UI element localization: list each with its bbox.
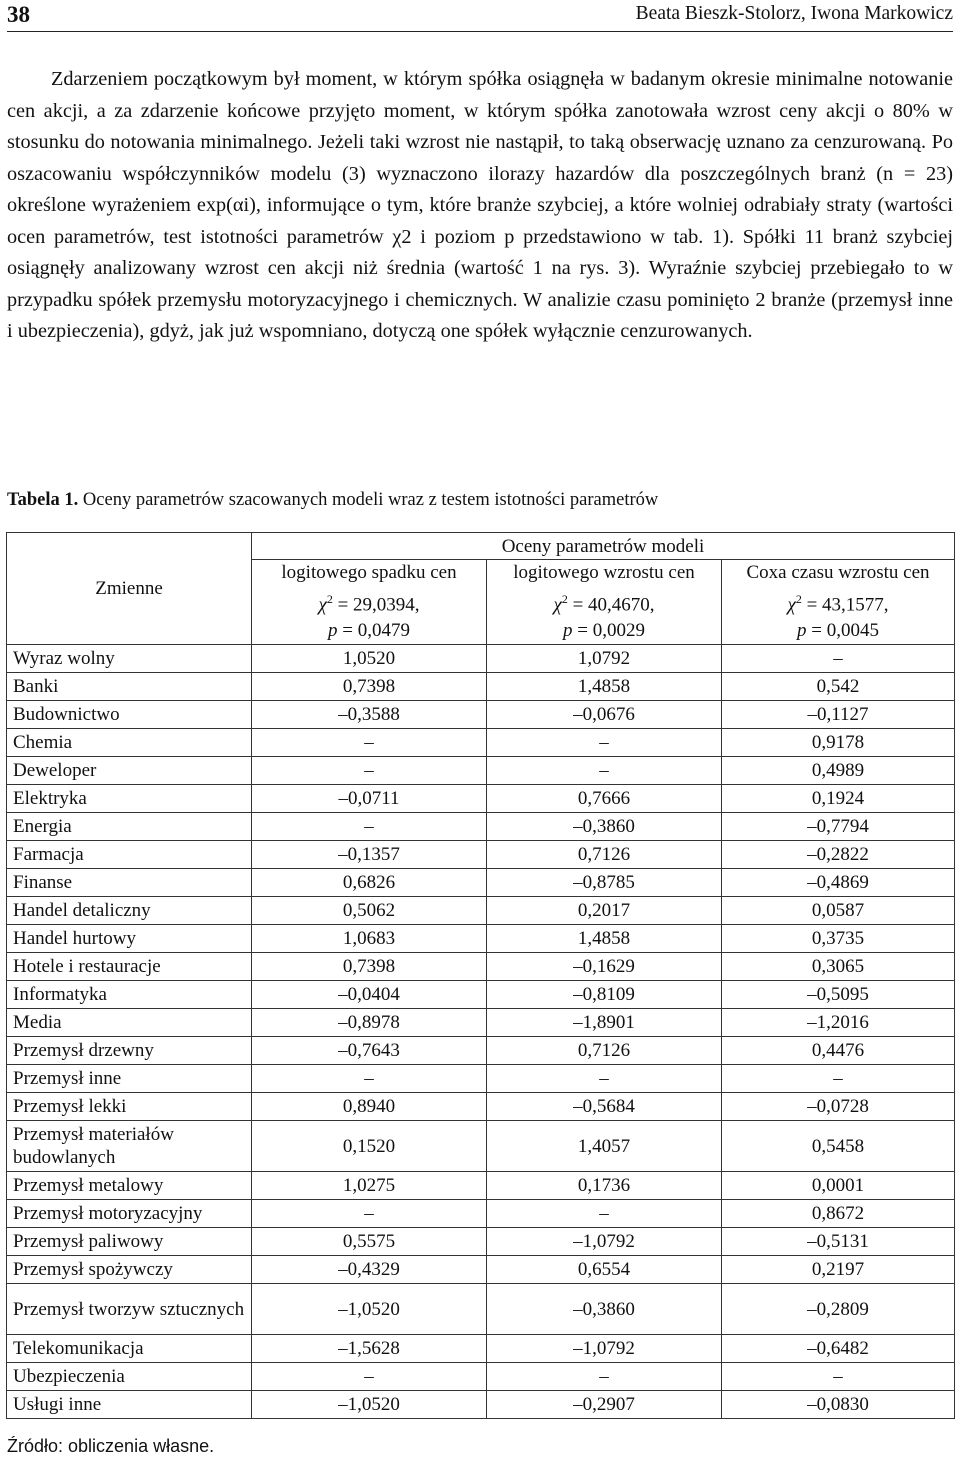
model-p-value: p = 0,0479 — [328, 620, 410, 642]
row-variable-name: Przemysł lekki — [7, 1093, 252, 1121]
row-value-model-2: –0,3860 — [487, 813, 722, 841]
row-value-model-1: – — [252, 1363, 487, 1391]
row-value-model-1: –0,0711 — [252, 785, 487, 813]
row-value-model-2: 0,7126 — [487, 1037, 722, 1065]
row-value-model-1: – — [252, 1065, 487, 1093]
row-variable-name: Wyraz wolny — [7, 645, 252, 673]
table-row — [7, 1009, 955, 1037]
row-variable-name: Przemysł motoryzacyjny — [7, 1200, 252, 1228]
row-value-model-2: 1,0792 — [487, 645, 722, 673]
row-variable-name: Informatyka — [7, 981, 252, 1009]
table-row — [7, 841, 955, 869]
table-row — [7, 1256, 955, 1284]
model-chi-square: $\chi^2 = 29,0394$, — [318, 592, 420, 616]
row-value-model-1: 1,0520 — [252, 645, 487, 673]
model-name: logitowego spadku cen — [281, 562, 457, 583]
row-value-model-1: 0,7398 — [252, 673, 487, 701]
table-row — [7, 869, 955, 897]
row-variable-name: Usługi inne — [7, 1391, 252, 1419]
table-header-row-1 — [7, 533, 955, 560]
row-value-model-1: –1,0520 — [252, 1391, 487, 1419]
row-value-model-3: –0,0830 — [722, 1391, 955, 1419]
table-row — [7, 925, 955, 953]
row-value-model-1: –0,4329 — [252, 1256, 487, 1284]
row-value-model-3: 0,9178 — [722, 729, 955, 757]
row-value-model-3: –0,5131 — [722, 1228, 955, 1256]
table-row — [7, 1093, 955, 1121]
table-row — [7, 897, 955, 925]
row-variable-name: Farmacja — [7, 841, 252, 869]
row-value-model-3: 0,0001 — [722, 1172, 955, 1200]
row-value-model-1: 0,1520 — [252, 1121, 487, 1172]
row-variable-name: Przemysł tworzyw sztucznych — [7, 1284, 252, 1335]
row-value-model-3: 0,8672 — [722, 1200, 955, 1228]
model-p-value: p = 0,0045 — [797, 620, 879, 642]
row-variable-name: Przemysł spożywczy — [7, 1256, 252, 1284]
row-value-model-1: 0,8940 — [252, 1093, 487, 1121]
table-row — [7, 1065, 955, 1093]
table-row — [7, 785, 955, 813]
row-value-model-2: 0,7666 — [487, 785, 722, 813]
model-p-value: p = 0,0029 — [563, 620, 645, 642]
row-value-model-1: 1,0683 — [252, 925, 487, 953]
row-variable-name: Handel detaliczny — [7, 897, 252, 925]
row-value-model-2: –1,0792 — [487, 1228, 722, 1256]
row-variable-name: Deweloper — [7, 757, 252, 785]
row-value-model-1: 0,5575 — [252, 1228, 487, 1256]
row-value-model-2: – — [487, 757, 722, 785]
row-value-model-1: –0,3588 — [252, 701, 487, 729]
header-model-1 — [252, 560, 487, 645]
row-value-model-1: –0,0404 — [252, 981, 487, 1009]
table-row — [7, 1121, 955, 1172]
row-value-model-3: – — [722, 645, 955, 673]
row-value-model-1: 1,0275 — [252, 1172, 487, 1200]
row-value-model-2: –0,3860 — [487, 1284, 722, 1335]
row-variable-name: Budownictwo — [7, 701, 252, 729]
row-value-model-1: 0,6826 — [252, 869, 487, 897]
paragraph-text: Zdarzeniem początkowym był moment, w którym spółka osiągnęła w badanym okresie minimalne notowanie cen akcji, a za zdarzenie końcowe przyjęto moment, w którym spółka zanotowała wzrost ceny akcji o 80% w stosunku do notowania minimalnego. Jeżeli taki wzrost nie nastąpił, to taką obserwację uznano za cenzurowaną. Po oszacowaniu współczynników modelu (3) wyznaczono ilorazy hazardów dla poszczególnych branż (n = 23) określone wyrażeniem exp(αi), informujące o tym, które branże szybciej, a które wolniej odrabiały straty (wartości ocen parametrów, test istotności parametrów χ2 i poziom p przedstawiono w tab. 1). Spółki 11 branż szybciej osiągnęły analizowany wzrost cen akcji niż średnia (wartość 1 na rys. 3). Wyraźnie szybciej przebiegało to w przypadku spółek przemysłu motoryzacyjnego i chemicznych. W analizie czasu pominięto 2 branże (przemysł inne i ubezpieczenia), gdyż, jak już wspomniano, dotyczą one spółek wyłącznie cenzurowanych. — [7, 68, 953, 342]
row-value-model-3: –0,5095 — [722, 981, 955, 1009]
table-row — [7, 645, 955, 673]
row-value-model-3: –0,4869 — [722, 869, 955, 897]
row-variable-name: Elektryka — [7, 785, 252, 813]
row-variable-name: Ubezpieczenia — [7, 1363, 252, 1391]
row-value-model-3: –0,0728 — [722, 1093, 955, 1121]
row-value-model-2: 0,7126 — [487, 841, 722, 869]
table-row — [7, 757, 955, 785]
parameters-table — [6, 532, 955, 1419]
table-row — [7, 1284, 955, 1335]
model-name: Coxa czasu wzrostu cen — [746, 562, 930, 583]
header-variables: Zmienne — [7, 533, 252, 645]
page-number: 38 — [7, 2, 30, 27]
table-row — [7, 1172, 955, 1200]
row-value-model-1: 0,5062 — [252, 897, 487, 925]
row-value-model-2: – — [487, 1200, 722, 1228]
row-variable-name: Chemia — [7, 729, 252, 757]
row-value-model-3: –0,6482 — [722, 1335, 955, 1363]
row-value-model-3: –1,2016 — [722, 1009, 955, 1037]
row-value-model-3: –0,2809 — [722, 1284, 955, 1335]
row-value-model-3: 0,542 — [722, 673, 955, 701]
source-note: Źródło: obliczenia własne. — [7, 1436, 215, 1456]
row-value-model-3: 0,4476 — [722, 1037, 955, 1065]
row-value-model-2: –1,8901 — [487, 1009, 722, 1037]
header-model-2 — [487, 560, 722, 645]
row-value-model-3: 0,3735 — [722, 925, 955, 953]
table-row — [7, 1037, 955, 1065]
row-variable-name: Przemysł paliwowy — [7, 1228, 252, 1256]
caption-text: Oceny parametrów szacowanych modeli wraz z testem istotności parametrów — [82, 490, 659, 510]
table-row — [7, 1335, 955, 1363]
row-value-model-1: –0,1357 — [252, 841, 487, 869]
row-value-model-3: –0,7794 — [722, 813, 955, 841]
row-variable-name: Przemysł drzewny — [7, 1037, 252, 1065]
table-row — [7, 953, 955, 981]
row-value-model-2: –0,5684 — [487, 1093, 722, 1121]
row-value-model-2: 1,4057 — [487, 1121, 722, 1172]
model-chi-square: $\chi^2 = 43,1577$, — [787, 592, 889, 616]
header-group: Oceny parametrów modeli — [252, 533, 955, 560]
row-value-model-2: –1,0792 — [487, 1335, 722, 1363]
row-value-model-2: –0,2907 — [487, 1391, 722, 1419]
row-variable-name: Przemysł materiałów budowlanych — [7, 1121, 252, 1172]
row-value-model-2: –0,0676 — [487, 701, 722, 729]
row-value-model-2: –0,8109 — [487, 981, 722, 1009]
table-caption — [7, 490, 658, 511]
model-name: logitowego wzrostu cen — [513, 562, 695, 583]
row-value-model-1: 0,7398 — [252, 953, 487, 981]
table-row — [7, 813, 955, 841]
table-row — [7, 673, 955, 701]
row-value-model-3: –0,2822 — [722, 841, 955, 869]
row-value-model-1: – — [252, 813, 487, 841]
caption-label: Tabela 1. — [7, 490, 79, 510]
model-chi-square: $\chi^2 = 40,4670$, — [553, 592, 655, 616]
row-value-model-3: – — [722, 1363, 955, 1391]
row-variable-name: Przemysł metalowy — [7, 1172, 252, 1200]
row-value-model-1: – — [252, 729, 487, 757]
row-value-model-3: 0,1924 — [722, 785, 955, 813]
body-paragraph — [7, 64, 953, 348]
row-value-model-2: 0,2017 — [487, 897, 722, 925]
row-value-model-3: 0,3065 — [722, 953, 955, 981]
row-value-model-2: 0,1736 — [487, 1172, 722, 1200]
table-row — [7, 1391, 955, 1419]
row-value-model-1: –0,7643 — [252, 1037, 487, 1065]
row-value-model-2: – — [487, 1065, 722, 1093]
row-value-model-3: 0,5458 — [722, 1121, 955, 1172]
row-variable-name: Hotele i restauracje — [7, 953, 252, 981]
row-value-model-2: – — [487, 729, 722, 757]
row-value-model-2: 1,4858 — [487, 925, 722, 953]
row-variable-name: Media — [7, 1009, 252, 1037]
table-row — [7, 1200, 955, 1228]
row-value-model-3: – — [722, 1065, 955, 1093]
row-value-model-3: 0,2197 — [722, 1256, 955, 1284]
table-body — [7, 645, 955, 1419]
row-value-model-1: –1,0520 — [252, 1284, 487, 1335]
table-row — [7, 1228, 955, 1256]
row-variable-name: Energia — [7, 813, 252, 841]
row-value-model-2: – — [487, 1363, 722, 1391]
row-value-model-3: –0,1127 — [722, 701, 955, 729]
table-row — [7, 981, 955, 1009]
row-value-model-1: – — [252, 1200, 487, 1228]
table-row — [7, 729, 955, 757]
header-model-3 — [722, 560, 955, 645]
table-row — [7, 701, 955, 729]
running-header — [7, 0, 953, 32]
row-variable-name: Banki — [7, 673, 252, 701]
row-value-model-2: –0,8785 — [487, 869, 722, 897]
row-variable-name: Telekomunikacja — [7, 1335, 252, 1363]
row-variable-name: Handel hurtowy — [7, 925, 252, 953]
row-value-model-3: 0,4989 — [722, 757, 955, 785]
row-value-model-2: –0,1629 — [487, 953, 722, 981]
row-variable-name: Finanse — [7, 869, 252, 897]
table-row — [7, 1363, 955, 1391]
row-value-model-2: 0,6554 — [487, 1256, 722, 1284]
row-value-model-1: –1,5628 — [252, 1335, 487, 1363]
row-value-model-3: 0,0587 — [722, 897, 955, 925]
row-value-model-1: – — [252, 757, 487, 785]
row-value-model-2: 1,4858 — [487, 673, 722, 701]
row-value-model-1: –0,8978 — [252, 1009, 487, 1037]
row-variable-name: Przemysł inne — [7, 1065, 252, 1093]
running-head-authors: Beata Bieszk-Stolorz, Iwona Markowicz — [635, 3, 953, 24]
